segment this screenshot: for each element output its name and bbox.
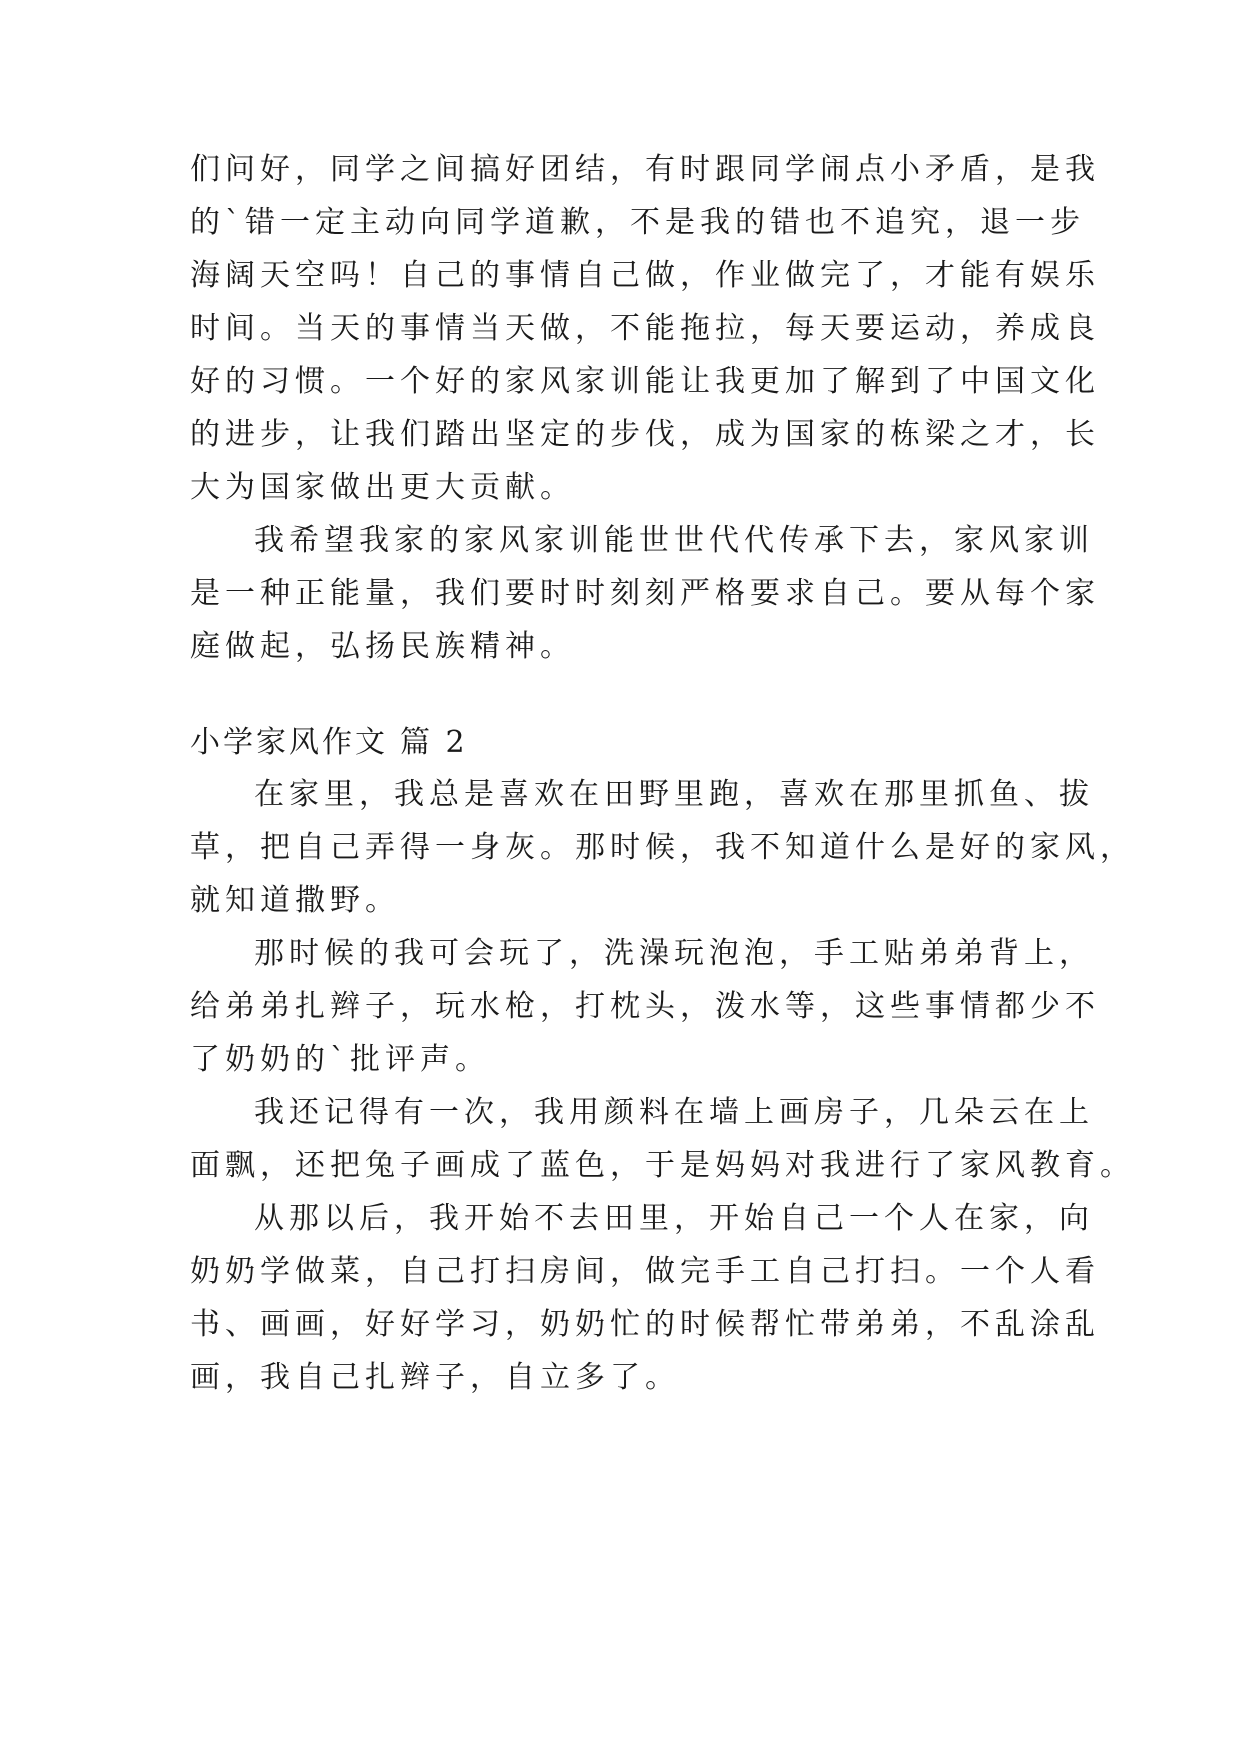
text-line: 的进步，让我们踏出坚定的步伐，成为国家的栋梁之才，长 [190, 417, 1100, 452]
text-line: 庭做起，弘扬民族精神。 [190, 629, 575, 664]
text-line: 我希望我家的家风家训能世世代代传承下去，家风家训 [254, 523, 1094, 558]
text-line: 那时候的我可会玩了，洗澡玩泡泡，手工贴弟弟背上， [254, 936, 1094, 971]
text-line: 就知道撒野。 [190, 883, 400, 918]
text-line: 书、画画，好好学习，奶奶忙的时候帮忙带弟弟，不乱涂乱 [190, 1307, 1100, 1342]
text-line: 草，把自己弄得一身灰。那时候，我不知道什么是好的家风， [190, 830, 1135, 865]
text-line: 在家里，我总是喜欢在田野里跑，喜欢在那里抓鱼、拔 [254, 777, 1094, 812]
text-line: 的`错一定主动向同学道歉，不是我的错也不追究，退一步 [190, 205, 1085, 240]
text-line: 是一种正能量，我们要时时刻刻严格要求自己。要从每个家 [190, 576, 1100, 611]
text-line: 面飘，还把兔子画成了蓝色，于是妈妈对我进行了家风教育。 [190, 1148, 1135, 1183]
section-heading [190, 723, 468, 763]
text-line: 给弟弟扎辫子，玩水枪，打枕头，泼水等，这些事情都少不 [190, 989, 1100, 1024]
text-line: 我还记得有一次，我用颜料在墙上画房子，几朵云在上 [254, 1095, 1094, 1130]
text-line: 奶奶学做菜，自己打扫房间，做完手工自己打扫。一个人看 [190, 1254, 1100, 1289]
section-heading-title: 小学家风作文 [190, 725, 388, 760]
text-line: 们问好，同学之间搞好团结，有时跟同学闹点小矛盾，是我 [190, 152, 1100, 187]
text-line: 大为国家做出更大贡献。 [190, 470, 575, 505]
section-heading-number: 篇 2 [400, 725, 468, 760]
text-line: 从那以后，我开始不去田里，开始自己一个人在家，向 [254, 1201, 1094, 1236]
text-line: 好的习惯。一个好的家风家训能让我更加了解到了中国文化 [190, 364, 1100, 399]
text-line: 时间。当天的事情当天做，不能拖拉，每天要运动，养成良 [190, 311, 1100, 346]
text-line: 画，我自己扎辫子，自立多了。 [190, 1360, 680, 1395]
text-line: 海阔天空吗！自己的事情自己做，作业做完了，才能有娱乐 [190, 258, 1100, 293]
text-line: 了奶奶的`批评声。 [190, 1042, 490, 1077]
